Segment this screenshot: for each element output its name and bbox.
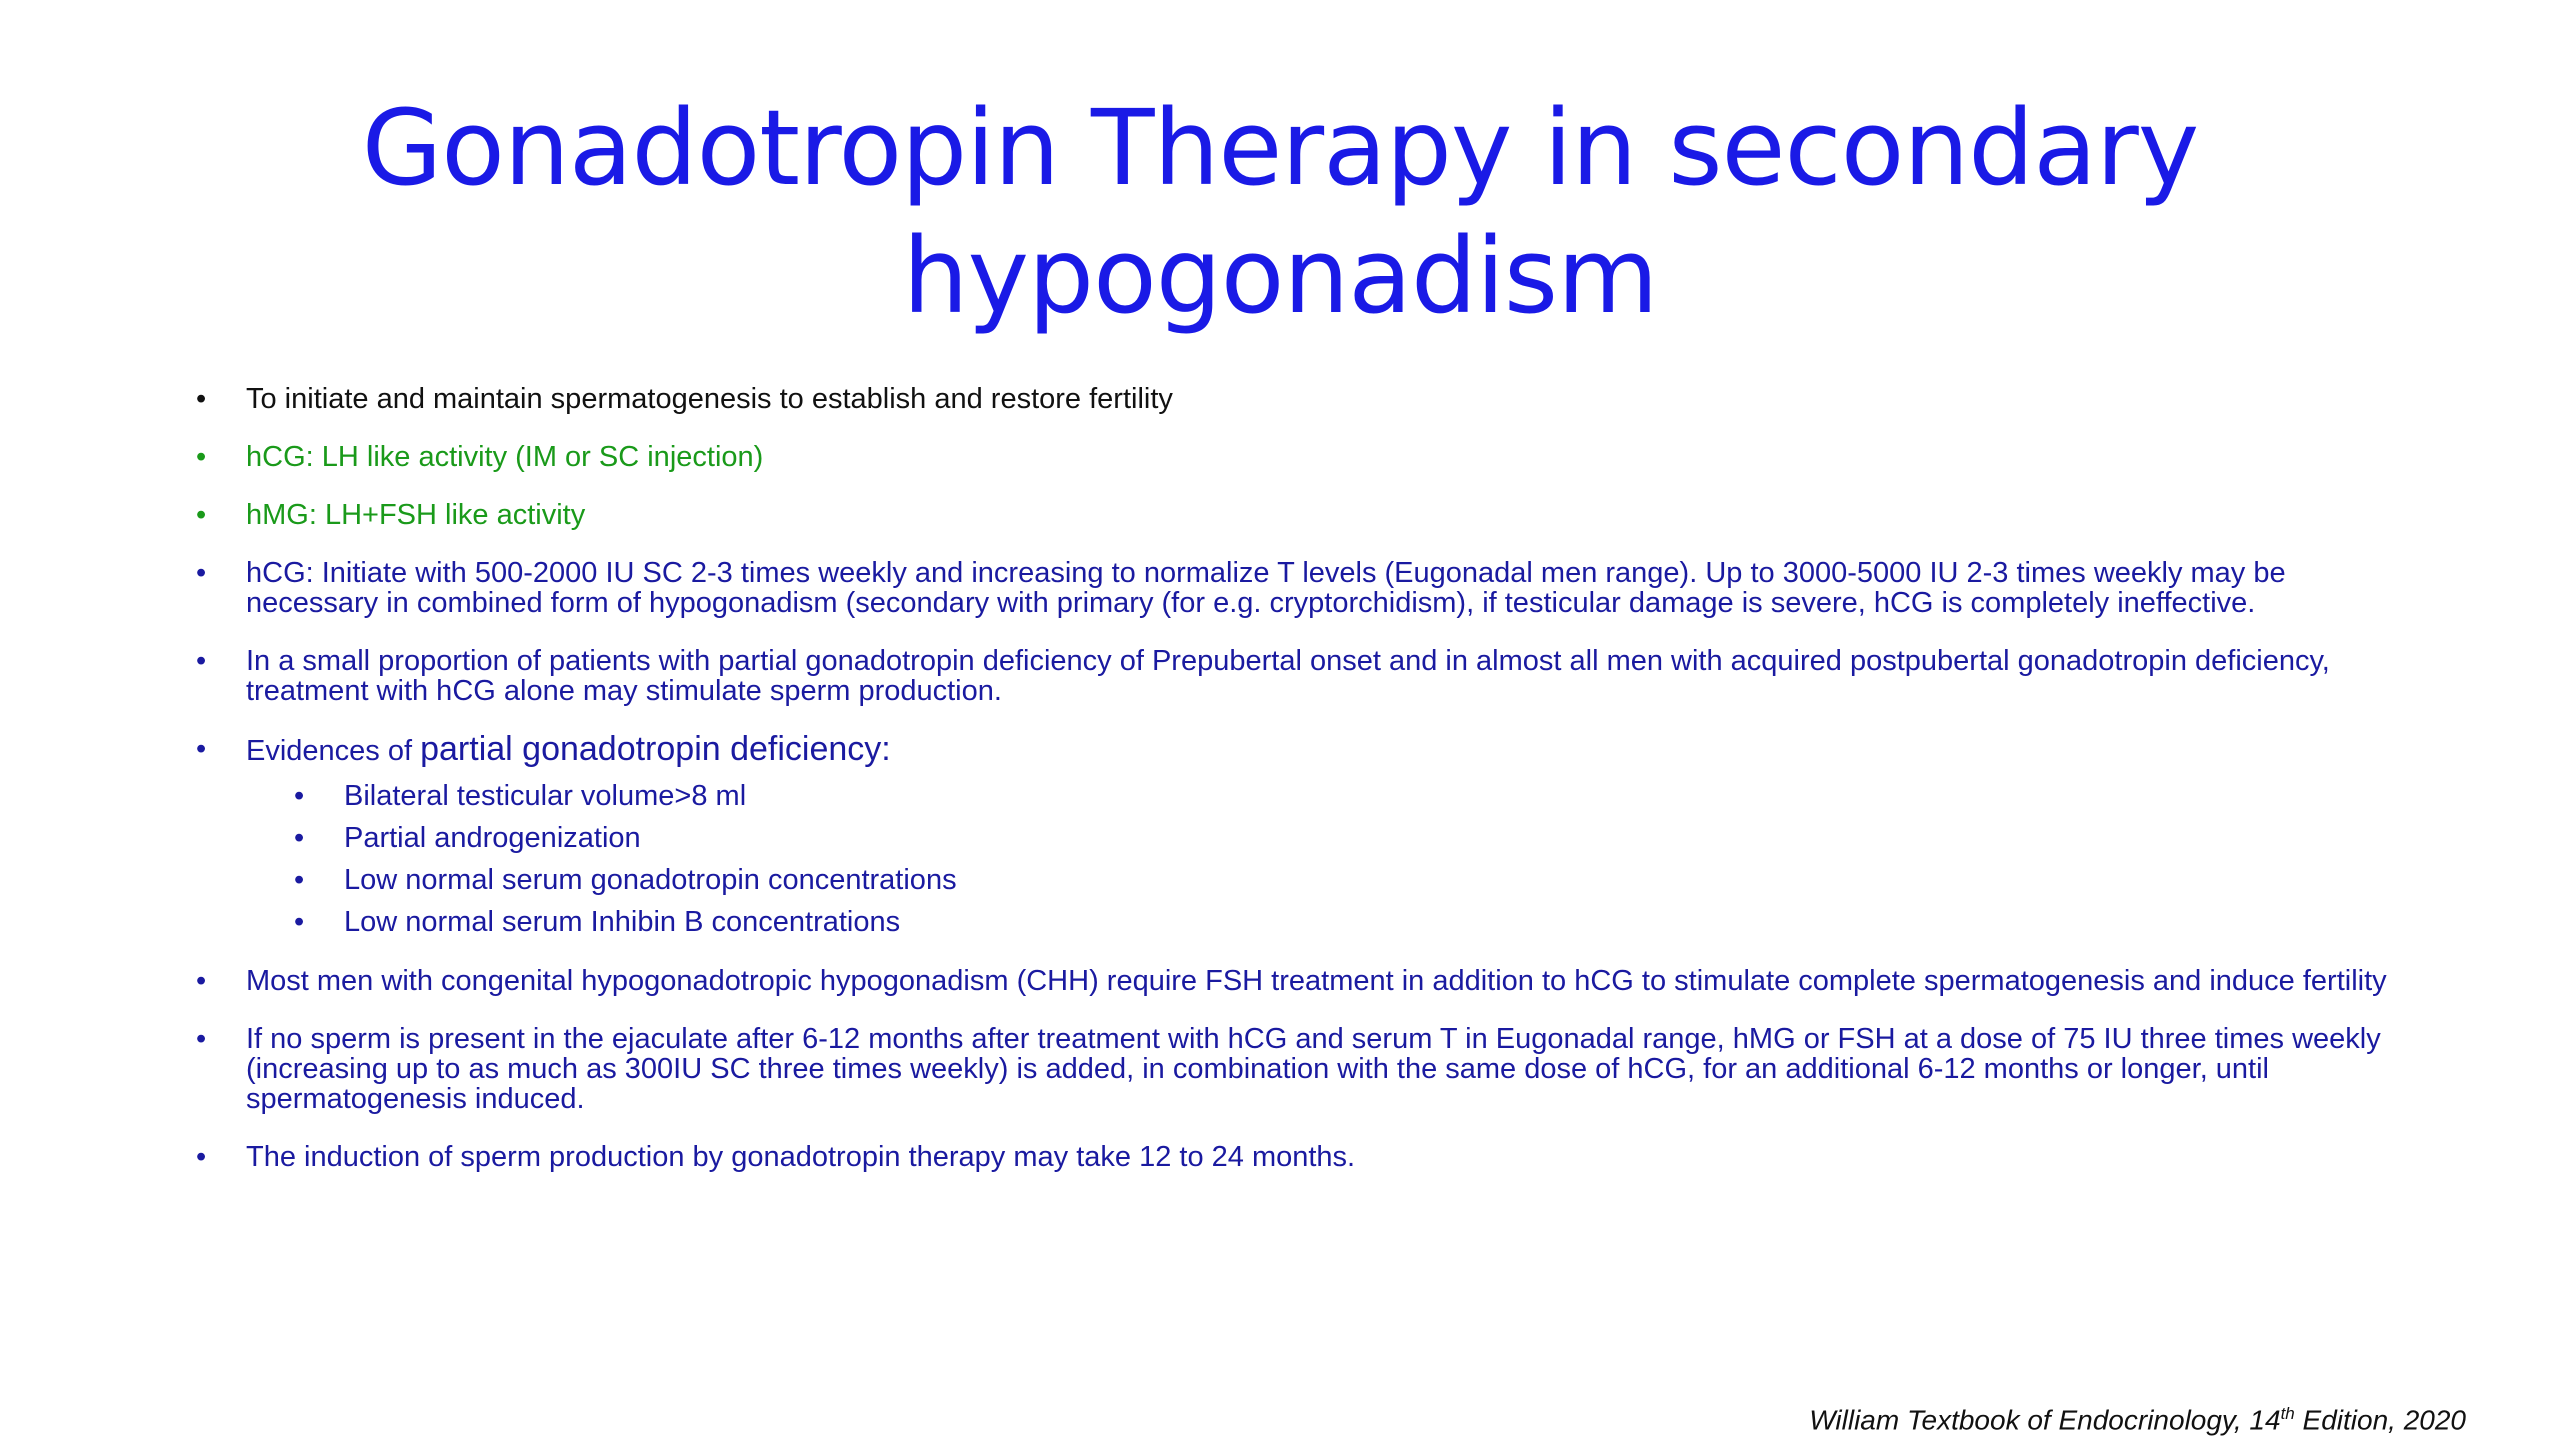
bullet-goal: • To initiate and maintain spermatogenesis to establish and restore fertility: [192, 384, 2392, 414]
bullet-hcg-dosing: • hCG: Initiate with 500-2000 IU SC 2-3 times weekly and increasing to normalize T levels (Eugonadal men range). Up to 3000-5000 IU 2-3 times weekly may be necessary in combined form of hypogonadism (secondary with primary (for e.g. cryptorchidism), if testicular damage is severe, hCG is completely ineffective.: [192, 558, 2392, 618]
evidence-item: • Low normal serum gonadotropin concentrations: [246, 864, 2392, 896]
slide-title: Gonadotropin Therapy in secondary hypogonadism: [361, 87, 2199, 337]
evidence-item: • Partial androgenization: [246, 822, 2392, 854]
bullet-chh-fsh: • Most men with congenital hypogonadotropic hypogonadism (CHH) require FSH treatment in addition to hCG to stimulate complete spermatogenesis and induce fertility: [192, 966, 2392, 996]
bullet-hmg-activity: • hMG: LH+FSH like activity: [192, 500, 2392, 530]
citation-text: William Textbook of Endocrinology, 14: [1809, 1404, 2281, 1436]
evidence-item: • Low normal serum Inhibin B concentrations: [246, 906, 2392, 938]
bullet-no-sperm: • If no sperm is present in the ejaculate after 6-12 months after treatment with hCG and serum T in Eugonadal range, hMG or FSH at a dose of 75 IU three times weekly (increasing up to as much as 300IU SC three times weekly) is added, in combination with the same dose of hCG, for an additional 6-12 months or longer, until spermatogenesis induced.: [192, 1024, 2392, 1114]
evidence-emphasis: partial gonadotropin deficiency:: [420, 730, 891, 768]
evidence-item: • Bilateral testicular volume>8 ml: [246, 780, 2392, 812]
bullet-hcg-activity: • hCG: LH like activity (IM or SC injection): [192, 442, 2392, 472]
citation-edition: Edition, 2020: [2294, 1404, 2466, 1436]
citation: [1809, 1404, 2466, 1436]
evidence-sublist: [246, 780, 2392, 938]
bullet-evidence: [192, 730, 2392, 938]
evidence-prefix: Evidences of: [246, 735, 421, 767]
bullet-induction-time: • The induction of sperm production by gonadotropin therapy may take 12 to 24 months.: [192, 1142, 2392, 1172]
bullet-hcg-alone: • In a small proportion of patients with partial gonadotropin deficiency of Prepubertal onset and in almost all men with acquired postpubertal gonadotropin deficiency, treatment with hCG alone may stimulate sperm production.: [192, 646, 2392, 706]
bullet-list: [192, 384, 2392, 1200]
citation-superscript: th: [2280, 1404, 2295, 1423]
